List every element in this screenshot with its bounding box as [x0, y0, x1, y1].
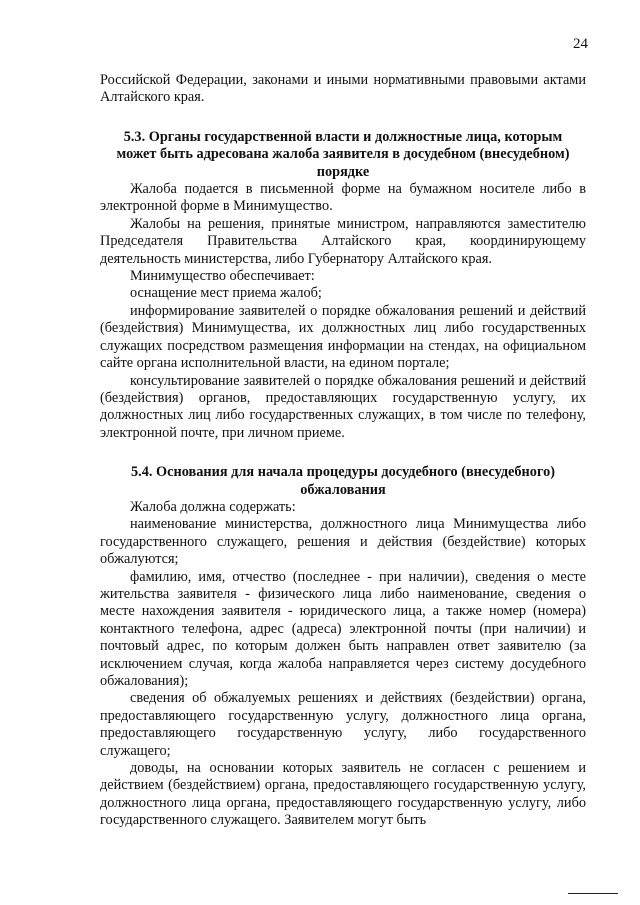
paragraph: сведения об обжалуемых решениях и действиях (бездействии) органа, предоставляющего государственную услугу, должностного лица органа, предоставляющего государственную услугу, либо государственного служащего; — [100, 690, 586, 759]
paragraph-intro: Российской Федерации, законами и иными нормативными правовыми актами Алтайского края. — [100, 72, 586, 106]
paragraph: оснащение мест приема жалоб; — [130, 285, 322, 302]
paragraph: доводы, на основании которых заявитель не согласен с решением и действием (бездействием) органа, предоставляющего государственную услугу, должностного лица органа, предоставляющего государственную услугу, либо государственного служащего. Заявителем могут быть — [100, 760, 586, 829]
document-body — [100, 72, 586, 830]
section-5-3-heading: 5.3. Органы государственной власти и должностные лица, которым может быть адресована жалоба заявителя в досудебном (внесудебном) порядке — [116, 128, 570, 180]
section-5-4-heading: 5.4. Основания для начала процедуры досудебного (внесудебного) обжалования — [131, 464, 555, 498]
paragraph: фамилию, имя, отчество (последнее - при наличии), сведения о месте жительства заявителя - физического лица либо наименование, сведения о месте нахождения заявителя - юридического лица, а также номер (номера) контактного телефона, адрес (адреса) электронной почты (при наличии) и почтовый адрес, по которым должен быть направлен ответ заявителю (за исключением случая, когда жалоба направляется через систему досудебного обжалования); — [100, 568, 586, 689]
paragraph: Жалоба подается в письменной форме на бумажном носителе либо в электронной форме в Минимущество. — [100, 181, 586, 215]
paragraph: Минимущество обеспечивает: — [130, 268, 315, 285]
footer-divider — [568, 893, 618, 894]
paragraph: Жалобы на решения, принятые министром, направляются заместителю Председателя Правительства Алтайского края, координирующему деятельность министерства, либо Губернатору Алтайского края. — [100, 215, 586, 267]
paragraph: Жалоба должна содержать: — [130, 498, 296, 515]
paragraph: информирование заявителей о порядке обжалования решений и действий (бездействия) Минимущества, их должностных лиц либо государственных служащих посредством размещения информации на стендах, на официальном сайте органа исполнительной власти, на едином портале; — [100, 302, 586, 372]
page-number: 24 — [573, 36, 588, 52]
paragraph: наименование министерства, должностного лица Минимущества либо государственного служащего, решения и действия (бездействие) которых обжалуются; — [100, 516, 586, 568]
paragraph: консультирование заявителей о порядке обжалования решений и действий (бездействия) органов, предоставляющих государственную услугу, их должностных лиц либо государственных служащих, в том числе по телефону, электронной почте, при личном приеме. — [100, 372, 586, 441]
